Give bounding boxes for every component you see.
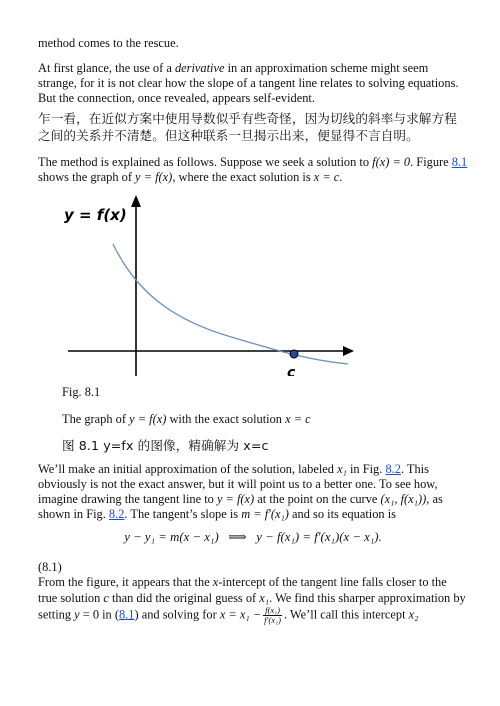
figure-link-8-2[interactable]: 8.2 bbox=[385, 462, 401, 476]
math-inline: x = x₁ − bbox=[219, 607, 262, 622]
math-inline: c bbox=[103, 590, 109, 605]
text-run: , where the exact solution is bbox=[172, 170, 314, 184]
text-paragraph-chinese: 乍一看，在近似方案中使用导数似乎有些奇怪，因为切线的斜率与求解方程之间的关系并不清楚。但这种联系一旦揭示出来，便显得不言自明。 bbox=[38, 111, 457, 143]
text-run: shows the graph of bbox=[38, 170, 136, 184]
fraction bbox=[263, 606, 282, 625]
math-inline: x₁ bbox=[259, 590, 270, 605]
text-run: The method is explained as follows. Suppose we seek a solution to bbox=[38, 155, 373, 169]
text-paragraph-first-glance bbox=[38, 61, 468, 106]
math-inline: m = f′(x₁) bbox=[241, 507, 289, 521]
emphasis-derivative: derivative bbox=[174, 61, 225, 75]
math-inline: y = f(x) bbox=[216, 492, 255, 506]
text-run: in Fig. bbox=[346, 462, 386, 476]
figure-link-8-1[interactable]: 8.1 bbox=[451, 155, 468, 169]
math-inline: x = c bbox=[285, 412, 311, 426]
math-inline: y = f(x) bbox=[129, 412, 167, 426]
x-axis-arrowhead bbox=[343, 346, 354, 356]
math-inline: f(x) = 0 bbox=[372, 155, 411, 169]
math-inline: y = f(x) bbox=[135, 170, 173, 184]
math-inline: x = c bbox=[313, 170, 340, 184]
figure-number: Fig. 8.1 bbox=[62, 385, 101, 399]
text-run: . We find this sharper approximation by setting bbox=[38, 590, 466, 622]
equation-link-8-1[interactable]: 8.1 bbox=[118, 607, 135, 622]
text-paragraph-x-intercept bbox=[38, 575, 468, 625]
text-run: than did the original guess of bbox=[108, 590, 260, 605]
equation-number: (8.1) bbox=[38, 560, 62, 574]
text-run: . This obviously is not the exact answer, but it will point us to a better one. To see how, imagine drawing the tangent line to bbox=[38, 462, 438, 506]
text-run: At first glance, the use of a bbox=[38, 61, 175, 75]
math-inline: x bbox=[212, 575, 219, 589]
math-inline: (x₁, f(x₁)) bbox=[380, 492, 427, 506]
text-run: . bbox=[339, 170, 343, 184]
text-run: The graph of bbox=[62, 412, 130, 426]
text-paragraph-initial-approximation bbox=[38, 462, 468, 522]
point-label-c: c bbox=[287, 365, 296, 376]
text-paragraph-method bbox=[38, 155, 468, 185]
y-axis-arrowhead bbox=[131, 195, 141, 207]
text-run: . The tangent’s slope is bbox=[124, 507, 242, 521]
text-run: = 0 in ( bbox=[79, 607, 119, 622]
text-run: . Figure bbox=[410, 155, 452, 169]
text-run: We’ll make an initial approximation of the solution, labeled bbox=[38, 462, 338, 476]
text-paragraph-intro-end: method comes to the rescue. bbox=[38, 36, 179, 50]
text-run: ) and solving for bbox=[134, 607, 220, 622]
figure-link-8-2[interactable]: 8.2 bbox=[108, 507, 125, 521]
figure-graph bbox=[58, 186, 358, 376]
text-run: , as shown in Fig. bbox=[38, 492, 443, 521]
fraction-denominator: f′(x₁) bbox=[264, 615, 281, 625]
text-run: with the exact solution bbox=[166, 412, 286, 426]
text-run: at the point on the curve bbox=[254, 492, 381, 506]
graph-label: y = f(x) bbox=[64, 206, 127, 224]
figure-caption-chinese: 图 8.1 y=fx 的图像，精确解为 x=c bbox=[62, 438, 269, 453]
text-run: and so its equation is bbox=[288, 507, 396, 521]
fraction-numerator: f(x₁) bbox=[265, 605, 281, 615]
function-curve bbox=[113, 244, 348, 364]
math-inline: x₂ bbox=[408, 607, 419, 622]
display-equation: y − y₁ = m(x − x₁) ⟹ y − f(x₁) = f′(x₁)(x − x₁). bbox=[124, 530, 382, 544]
text-run: . We’ll call this intercept bbox=[283, 607, 409, 622]
solution-point bbox=[290, 350, 298, 358]
figure-caption bbox=[62, 412, 311, 427]
text-run: -intercept of the tangent line falls closer to the true solution bbox=[38, 575, 447, 605]
text-run: From the figure, it appears that the bbox=[38, 575, 213, 589]
math-inline: x₁ bbox=[337, 462, 347, 476]
text-run: in an approximation scheme might seem strange, for it is not clear how the slope of a tangent line relates to solving equations. But the connection, once revealed, appears self-evident. bbox=[38, 61, 459, 105]
math-inline: y bbox=[74, 607, 80, 622]
